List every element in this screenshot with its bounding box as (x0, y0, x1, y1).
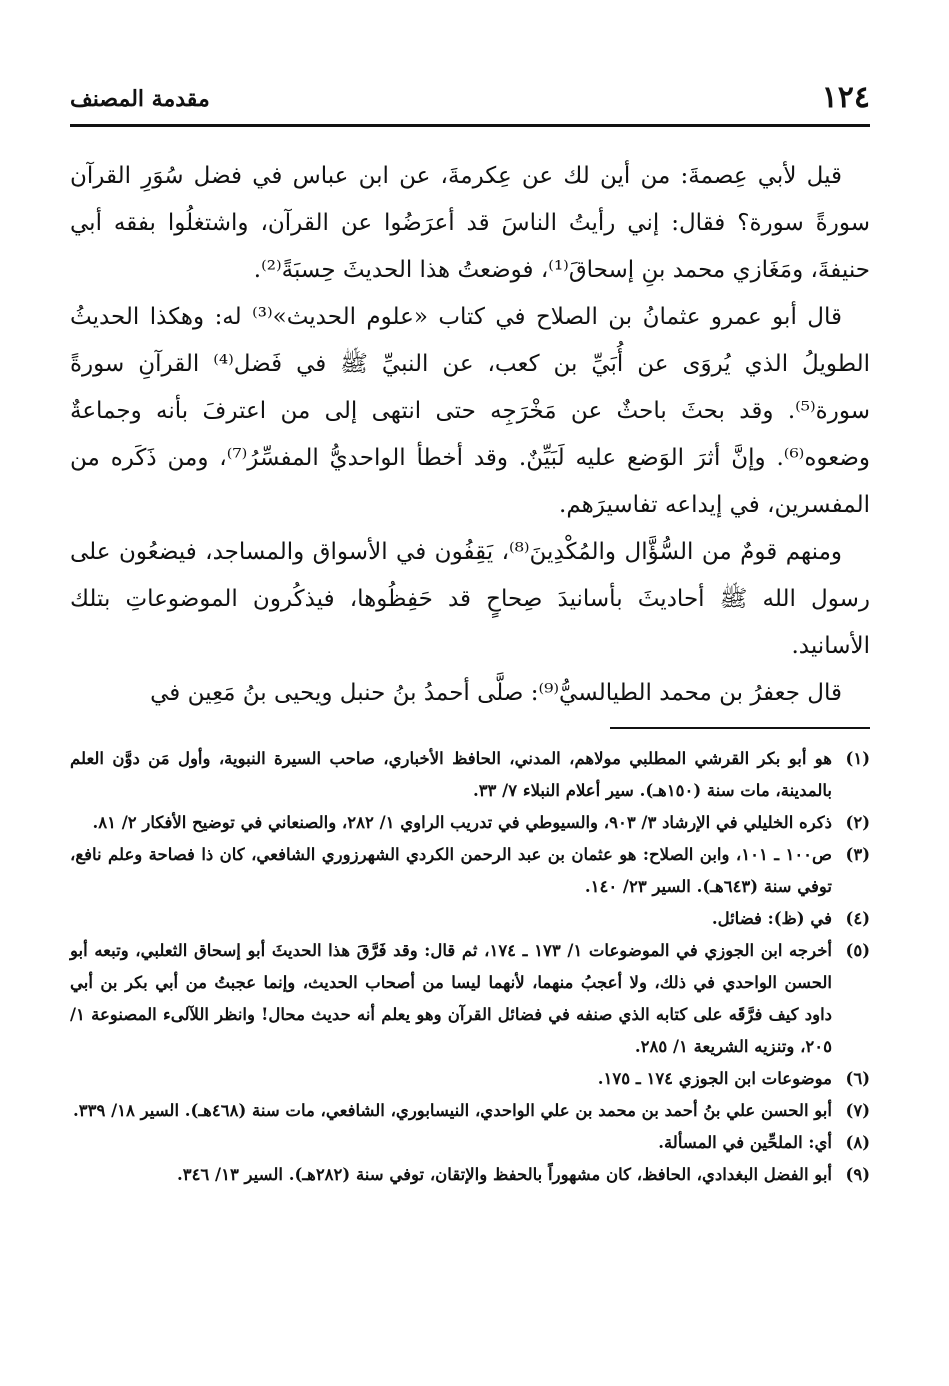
footnotes (70, 743, 870, 1191)
paragraph: قال أبو عمرو عثمانُ بن الصلاح في كتاب «علوم الحديث»⁽³⁾ له: وهكذا الحديثُ الطويلُ الذي يُروَى عن أُبَيِّ بن كعب، عن النبيِّ ﷺ في فَضل⁽⁴⁾ القرآنِ سورةً سورة⁽⁵⁾. وقد بحثَ باحثٌ عن مَخْرَجِه حتى انتهى إلى من اعترفَ بأنه وجماعةٌ وضعوه⁽⁶⁾. وإنَّ أثرَ الوَضع عليه لَبَيِّنٌ. وقد أخطأ الواحديُّ المفسِّرُ⁽⁷⁾، ومن ذَكَره من المفسرين، في إيداعه تفاسيرَهم. (70, 304, 870, 518)
footnote (70, 1159, 870, 1191)
footnote-text: ص١٠٠ ـ ١٠١، وابن الصلاح: هو عثمان بن عبد الرحمن الكردي الشهرزوري الشافعي، كان ذا فصاحة وعلم نافع، توفي سنة (٦٤٣هـ). السير ٢٣/ ١٤٠. (70, 845, 832, 896)
paragraph: قيل لأبي عِصمةَ: من أين لك عن عِكرمةَ، عن ابن عباس في فضل سُوَرِ القرآن سورةً سورة؟ فقال: إني رأيتُ الناسَ قد أعرَضُوا عن القرآن، واشتغلُوا بفقه أبي حنيفةَ، ومَغَازي محمد بنِ إسحاقَ⁽¹⁾، فوضعتُ هذا الحديثَ حِسبَةً⁽²⁾. (70, 163, 870, 283)
footnote-text: في (ظ): فضائل. (711, 909, 832, 928)
footnote-number: (٦) (845, 1069, 870, 1088)
footnote (70, 935, 870, 1063)
footnote-number: (١) (845, 749, 870, 768)
footnote-text: أخرجه ابن الجوزي في الموضوعات ١/ ١٧٣ ـ ١٧٤، ثم قال: وقد فَرَّقَ هذا الحديثَ أبو إسحاق الثعلبي، وتبعه أبو الحسن الواحدي في ذلك، ولا أعجبُ منهما، لأنهما ليسا من أصحاب الحديث، وإنما عجبتُ من أبي بكر بن أبي داود كيف فرَّقَه على كتابه الذي صنفه في فضائل القرآن وهو يعلم أنه حديث محال! وانظر اللآلىء المصنوعة ١/ ٢٠٥، وتنزيه الشريعة ١/ ٢٨٥. (70, 941, 832, 1056)
footnote-number: (٥) (845, 941, 870, 960)
footnote-number: (٨) (845, 1133, 870, 1152)
footnote (70, 1063, 870, 1095)
footnote-separator (610, 727, 870, 729)
paragraph: قال جعفرُ بن محمد الطيالسيُّ⁽⁹⁾: صلَّى أحمدُ بنُ حنبل ويحيى بنُ مَعِين في (150, 680, 842, 706)
footnote-text: أي: الملحِّين في المسألة. (658, 1133, 832, 1152)
running-title: مقدمة المصنف (70, 86, 210, 112)
footnote (70, 903, 870, 935)
footnote-number: (٢) (845, 813, 870, 832)
footnote-text: ذكره الخليلي في الإرشاد ٣/ ٩٠٣، والسيوطي في تدريب الراوي ١/ ٢٨٢، والصنعاني في توضيح الأفكار ٢/ ٨١. (92, 813, 832, 832)
footnote (70, 1095, 870, 1127)
page-number: ١٢٤ (821, 80, 870, 115)
footnote (70, 839, 870, 903)
footnote-number: (٤) (845, 909, 870, 928)
footnote-number: (٩) (845, 1165, 870, 1184)
footnote-number: (٣) (845, 845, 870, 864)
footnote-text: موضوعات ابن الجوزي ١٧٤ ـ ١٧٥. (597, 1069, 832, 1088)
paragraph: ومنهم قومٌ من السُّؤَّال والمُكْدِينَ⁽⁸⁾، يَقِفُون في الأسواق والمساجد، فيضعُون على رسول الله ﷺ أحاديثَ بأسانيدَ صِحاحٍ قد حَفِظُوها، فيذكُرون الموضوعاتِ بتلك الأسانيد. (70, 539, 870, 659)
footnote-text: أبو الحسن علي بنُ أحمد بن محمد بن علي الواحدي، النيسابوري، الشافعي، مات سنة (٤٦٨هـ). السير ١٨/ ٣٣٩. (73, 1101, 832, 1120)
book-page (70, 78, 870, 1338)
footnote (70, 1127, 870, 1159)
footnote-number: (٧) (845, 1101, 870, 1120)
page-header (70, 78, 870, 127)
main-text (70, 153, 870, 717)
footnote (70, 807, 870, 839)
footnote-text: أبو الفضل البغدادي، الحافظ، كان مشهوراً بالحفظ والإتقان، توفي سنة (٢٨٢هـ). السير ١٣/ ٣٤٦. (176, 1165, 832, 1184)
footnote (70, 743, 870, 807)
footnote-text: هو أبو بكر القرشي المطلبي مولاهم، المدني، الحافظ الأخباري، صاحب السيرة النبوية، وأول مَن دوَّن العلم بالمدينة، مات سنة (١٥٠هـ). سير أعلام النبلاء ٧/ ٣٣. (70, 749, 832, 800)
